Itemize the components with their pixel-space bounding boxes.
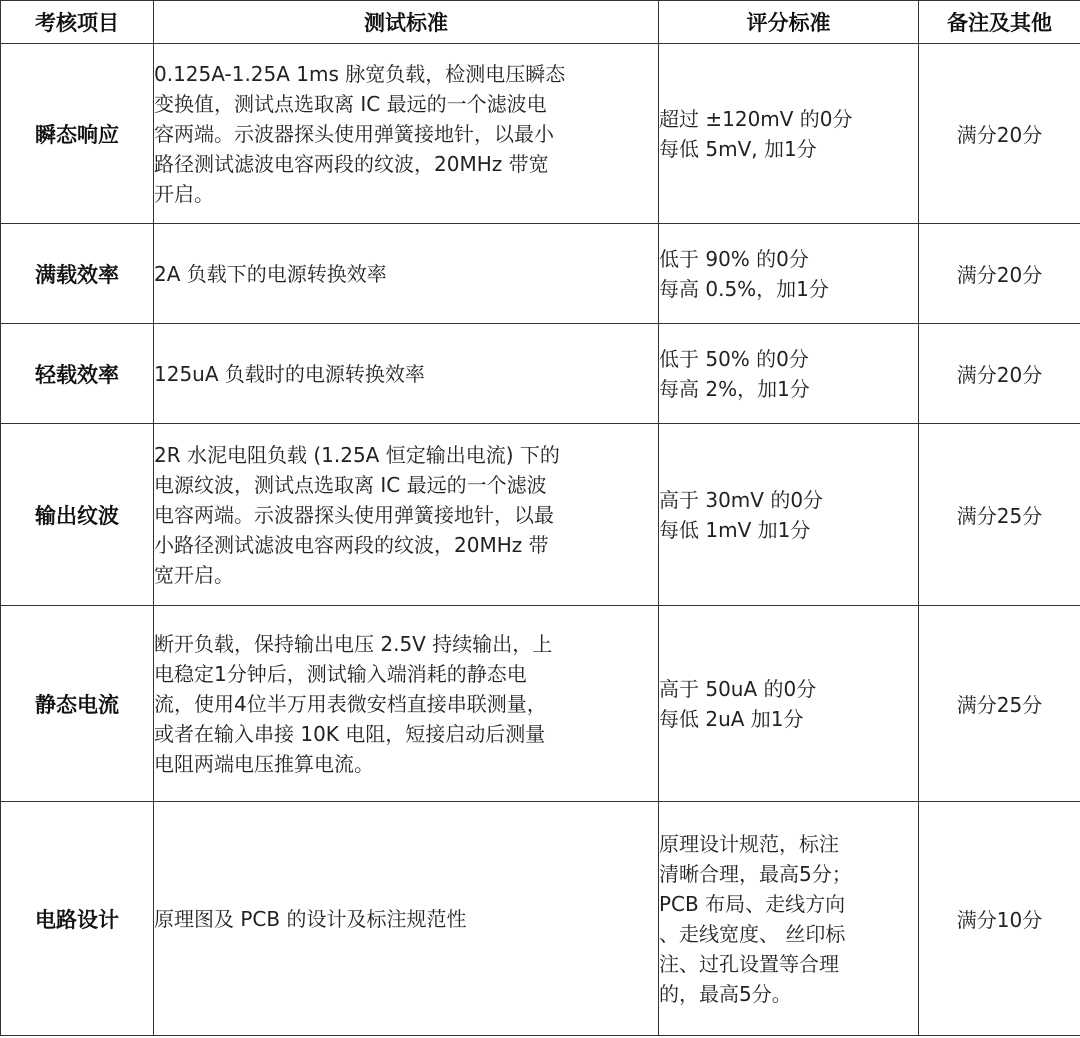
criteria-cell: [154, 224, 659, 324]
criteria-line: 电源纹波，测试点选取离 IC 最远的一个滤波: [154, 472, 547, 497]
scoring-line: 清晰合理，最高5分；: [659, 861, 852, 886]
criteria-line: 开启。: [154, 181, 214, 206]
criteria-line: 电阻两端电压推算电流。: [154, 751, 374, 776]
item-cell: 满载效率: [1, 224, 154, 324]
scoring-line: 每高 0.5%，加1分: [659, 276, 829, 301]
table-row: [1, 324, 1080, 424]
item-cell: 轻载效率: [1, 324, 154, 424]
scoring-line: 高于 30mV 的0分: [659, 487, 824, 512]
scoring-line: 低于 90% 的0分: [659, 246, 809, 271]
criteria-line: 变换值，测试点选取离 IC 最远的一个滤波电: [154, 91, 547, 116]
header-row: [1, 1, 1080, 44]
scoring-line: PCB 布局、走线方向: [659, 891, 846, 916]
criteria-cell: [154, 606, 659, 802]
scoring-line: 低于 50% 的0分: [659, 346, 809, 371]
criteria-line: 流，使用4位半万用表微安档直接串联测量，: [154, 691, 547, 716]
criteria-cell: [154, 802, 659, 1036]
criteria-cell: [154, 324, 659, 424]
scoring-line: 每低 5mV, 加1分: [659, 136, 817, 161]
header-criteria: 测试标准: [154, 1, 659, 44]
table-row: [1, 802, 1080, 1036]
scoring-cell: [659, 44, 919, 224]
scoring-line: 的，最高5分。: [659, 981, 792, 1006]
item-cell: 电路设计: [1, 802, 154, 1036]
scoring-cell: [659, 324, 919, 424]
criteria-line: 小路径测试滤波电容两段的纹波，20MHz 带: [154, 532, 549, 557]
scoring-line: 原理设计规范，标注: [659, 831, 839, 856]
scoring-line: 高于 50uA 的0分: [659, 676, 817, 701]
criteria-line: 宽开启。: [154, 562, 234, 587]
criteria-line: 2A 负载下的电源转换效率: [154, 261, 387, 286]
item-cell: 瞬态响应: [1, 44, 154, 224]
criteria-line: 电容两端。示波器探头使用弹簧接地针，以最: [154, 502, 554, 527]
criteria-line: 0.125A-1.25A 1ms 脉宽负载，检测电压瞬态: [154, 61, 566, 86]
table-row: [1, 44, 1080, 224]
table-row: [1, 606, 1080, 802]
scoring-line: 注、过孔设置等合理: [659, 951, 839, 976]
scoring-line: 每低 2uA 加1分: [659, 706, 804, 731]
note-cell: 满分25分: [919, 606, 1080, 802]
note-cell: 满分20分: [919, 224, 1080, 324]
criteria-cell: [154, 424, 659, 606]
note-cell: 满分20分: [919, 324, 1080, 424]
scoring-line: 超过 ±120mV 的0分: [659, 106, 853, 131]
note-cell: 满分10分: [919, 802, 1080, 1036]
note-cell: 满分20分: [919, 44, 1080, 224]
criteria-line: 2R 水泥电阻负载 (1.25A 恒定输出电流) 下的: [154, 442, 560, 467]
scoring-cell: [659, 224, 919, 324]
item-cell: 静态电流: [1, 606, 154, 802]
header-note: 备注及其他: [919, 1, 1080, 44]
criteria-line: 路径测试滤波电容两段的纹波，20MHz 带宽: [154, 151, 549, 176]
criteria-line: 125uA 负载时的电源转换效率: [154, 361, 425, 386]
criteria-line: 容两端。示波器探头使用弹簧接地针，以最小: [154, 121, 554, 146]
scoring-line: 每高 2%，加1分: [659, 376, 810, 401]
scoring-cell: [659, 424, 919, 606]
header-item: 考核项目: [1, 1, 154, 44]
item-cell: 输出纹波: [1, 424, 154, 606]
criteria-cell: [154, 44, 659, 224]
header-scoring: 评分标准: [659, 1, 919, 44]
table-row: [1, 424, 1080, 606]
criteria-line: 或者在输入串接 10K 电阻，短接启动后测量: [154, 721, 546, 746]
criteria-line: 原理图及 PCB 的设计及标注规范性: [154, 906, 467, 931]
criteria-line: 断开负载，保持输出电压 2.5V 持续输出，上: [154, 631, 553, 656]
scoring-cell: [659, 606, 919, 802]
table-row: [1, 224, 1080, 324]
scoring-cell: [659, 802, 919, 1036]
criteria-line: 电稳定1分钟后，测试输入端消耗的静态电: [154, 661, 527, 686]
scoring-line: 、走线宽度、 丝印标: [659, 921, 846, 946]
note-cell: 满分25分: [919, 424, 1080, 606]
scoring-line: 每低 1mV 加1分: [659, 517, 811, 542]
